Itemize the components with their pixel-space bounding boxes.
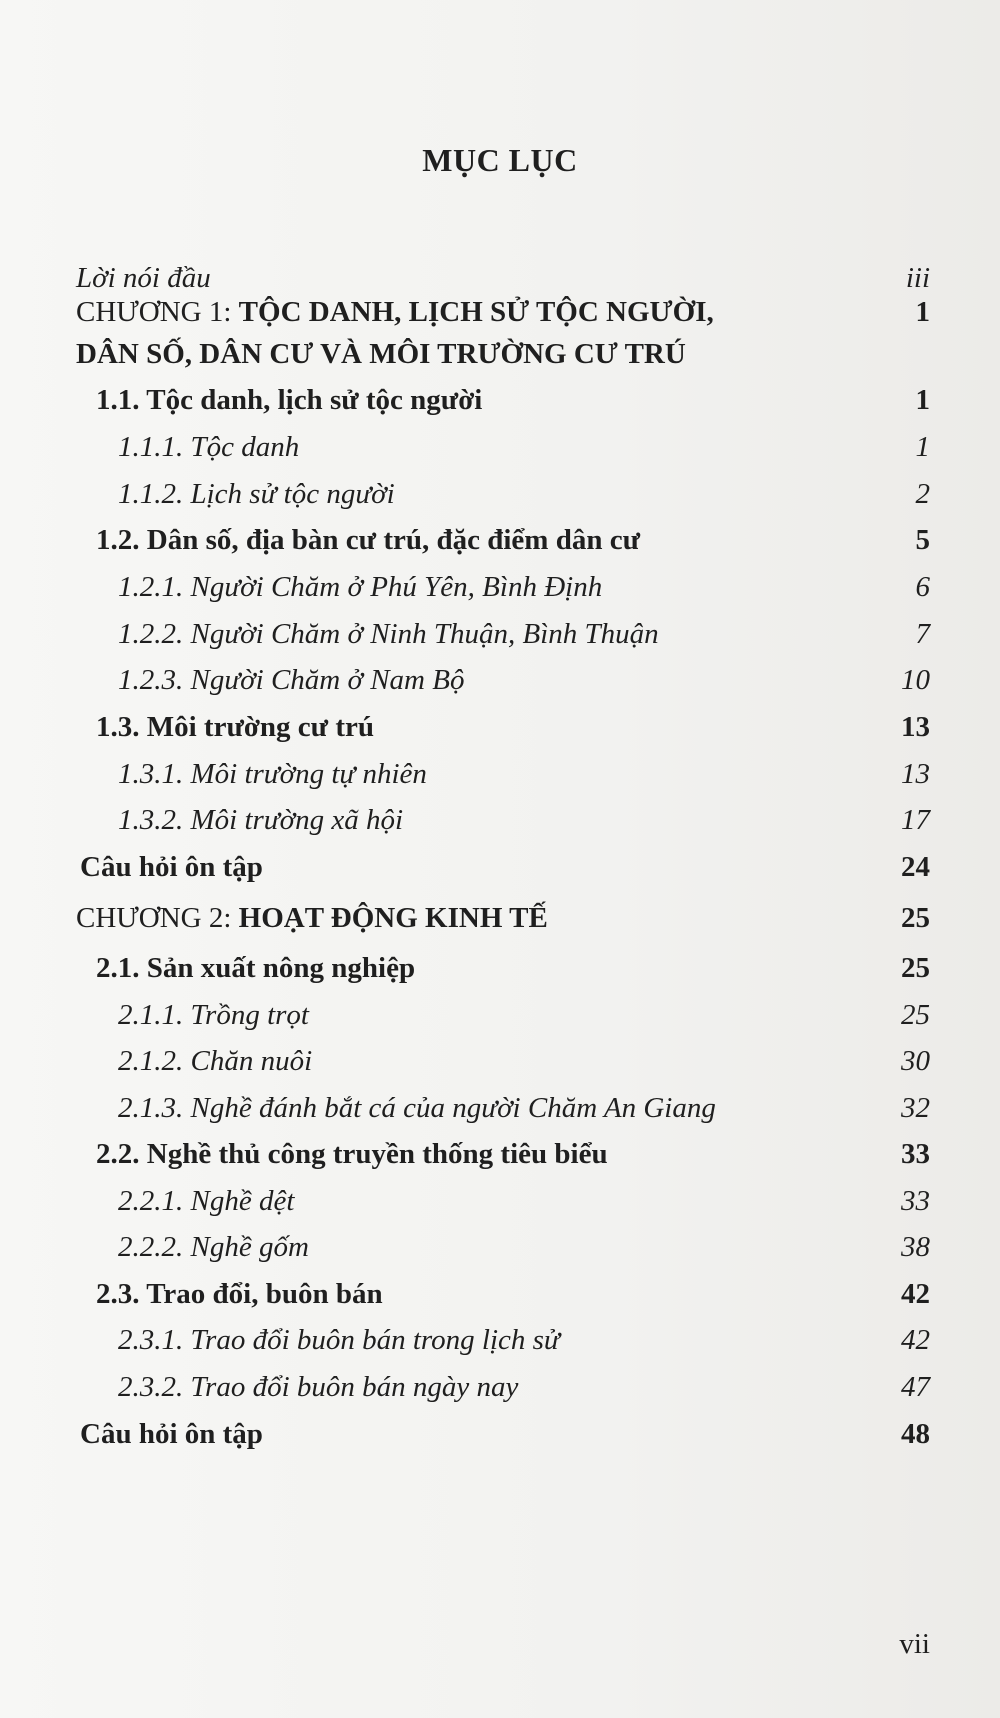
toc-page-number: 33 (901, 1138, 930, 1170)
toc-entry-text: 2.2.2. Nghề gốm (118, 1231, 309, 1263)
toc-entry-text (76, 334, 686, 374)
toc-page-number: 10 (901, 664, 930, 696)
toc-page-number: 7 (915, 618, 930, 650)
toc-entry-text: 2.3. Trao đổi, buôn bán (96, 1278, 383, 1310)
page-title: MỤC LỤC (422, 142, 578, 178)
chapter-title: TỘC DANH, LỊCH SỬ TỘC NGƯỜI, (238, 296, 714, 328)
toc-entry-text: 1.1.1. Tộc danh (118, 431, 300, 463)
toc-entry-text: 1.1. Tộc danh, lịch sử tộc người (96, 384, 483, 416)
toc-page-number: 47 (901, 1371, 930, 1403)
chapter-title: DÂN SỐ, DÂN CƯ VÀ MÔI TRƯỜNG CƯ TRÚ (76, 338, 686, 370)
toc-entry-text: 2.2.1. Nghề dệt (118, 1185, 295, 1217)
toc-page-number: 48 (901, 1418, 930, 1450)
toc-entry-text: 1.2.3. Người Chăm ở Nam Bộ (118, 664, 465, 696)
toc-entry-text: Câu hỏi ôn tập (80, 851, 263, 883)
toc-page-number: 25 (901, 999, 930, 1031)
toc-entry-text: 1.3. Môi trường cư trú (96, 711, 374, 743)
toc-entry-text: 1.2. Dân số, địa bàn cư trú, đặc điểm dân cư (96, 524, 640, 556)
toc-entry-text: 1.3.1. Môi trường tự nhiên (118, 758, 427, 790)
toc-page-number: 25 (901, 952, 930, 984)
toc-entry-text: 1.3.2. Môi trường xã hội (118, 804, 404, 836)
toc-page-number: 13 (901, 711, 930, 743)
toc-page-number: 17 (901, 804, 930, 836)
toc-entry-text: 1.2.1. Người Chăm ở Phú Yên, Bình Định (118, 571, 603, 603)
chapter-title: HOẠT ĐỘNG KINH TẾ (238, 902, 548, 934)
toc-entry-text (76, 292, 714, 332)
toc-page-number: 32 (901, 1092, 930, 1124)
toc-page-number: 1 (915, 384, 930, 416)
toc-entry-text: 1.2.2. Người Chăm ở Ninh Thuận, Bình Thuận (118, 618, 659, 650)
chapter-prefix: CHƯƠNG 2: (76, 902, 239, 934)
toc-entry-text: 2.1. Sản xuất nông nghiệp (96, 952, 416, 984)
toc-page-number: 38 (901, 1231, 930, 1263)
toc-entry-text: 2.3.1. Trao đổi buôn bán trong lịch sử (118, 1324, 560, 1356)
toc-page-number: 5 (915, 524, 930, 556)
toc-entry-text: 2.1.3. Nghề đánh bắt cá của người Chăm An Giang (118, 1092, 716, 1124)
toc-page-number: 42 (901, 1278, 930, 1310)
toc-page-number: 2 (915, 478, 930, 510)
toc-page-number: 1 (915, 296, 930, 328)
page-folio: vii (899, 1628, 930, 1660)
toc-entry-text: Câu hỏi ôn tập (80, 1418, 263, 1450)
toc-page-number: iii (905, 262, 930, 294)
chapter-prefix: CHƯƠNG 1: (76, 296, 239, 328)
toc-page-number: 42 (901, 1324, 930, 1356)
toc-page-number: 24 (901, 851, 930, 883)
toc-entry-text: 1.1.2. Lịch sử tộc người (118, 478, 395, 510)
toc-entry-text (76, 898, 548, 938)
toc-entry-text: 2.1.2. Chăn nuôi (118, 1045, 313, 1077)
toc-entry-text: Lời nói đầu (76, 262, 211, 294)
toc-page-number: 6 (915, 571, 930, 603)
toc-entry-text: 2.2. Nghề thủ công truyền thống tiêu biểu (96, 1138, 608, 1170)
toc-entry-text: 2.1.1. Trồng trọt (118, 999, 309, 1031)
toc-page-number: 1 (915, 431, 930, 463)
toc-page-number: 33 (901, 1185, 930, 1217)
toc-entry-text: 2.3.2. Trao đổi buôn bán ngày nay (118, 1371, 519, 1403)
toc-page-number: 25 (901, 902, 930, 934)
toc-page-number: 13 (901, 758, 930, 790)
toc-page-number: 30 (901, 1045, 930, 1077)
